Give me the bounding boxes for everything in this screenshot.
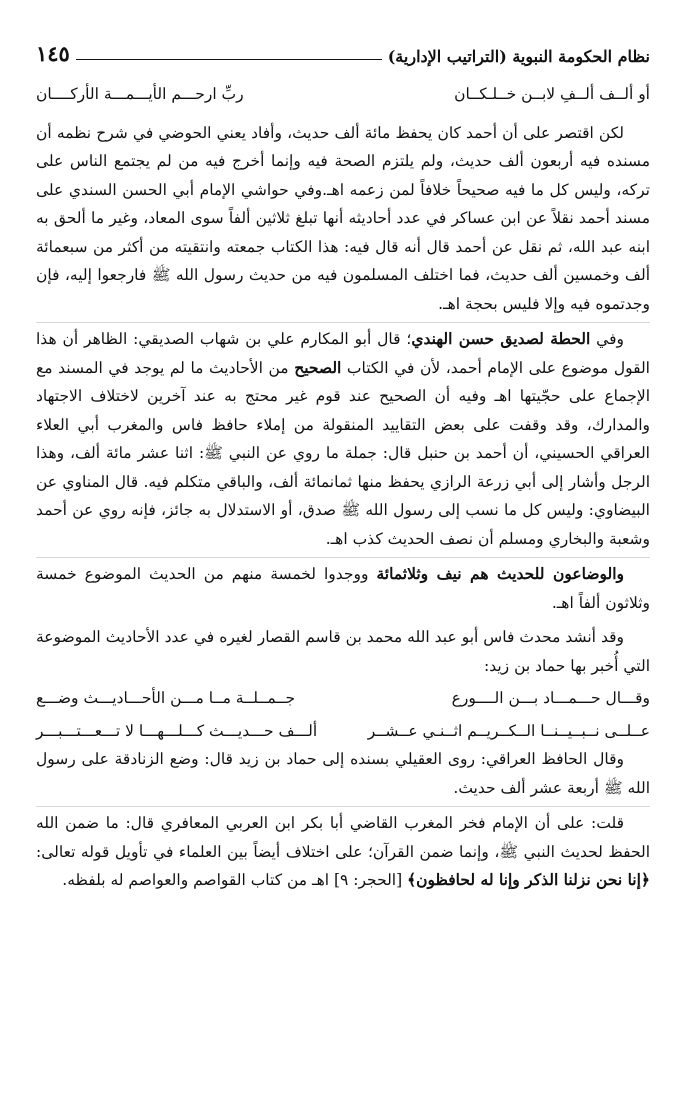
verse-line-2 bbox=[36, 684, 650, 713]
running-title: نظام الحكومة النبوية (التراتيب الإدارية) bbox=[387, 47, 650, 66]
verse-3-second-hemistich: ألـــف حـــديـــث كـــلـــهـــا لا تـــعـــتـــبـــر bbox=[36, 721, 318, 740]
quran-verse-quote: ﴿إنا نحن نزلنا الذكر وإنا له لحافظون﴾ bbox=[407, 870, 650, 889]
page-header bbox=[36, 38, 650, 66]
page-body bbox=[36, 80, 650, 895]
hitta-lead: وفي bbox=[590, 330, 624, 348]
header-rule bbox=[76, 59, 382, 60]
verse-2-second-hemistich: جــمــلــة مــا مـــن الأحـــاديـــث وضـــع bbox=[36, 689, 296, 707]
verse-1-second-hemistich: ربِّ ارحـــم الأيـــمـــة الأركــــان bbox=[36, 85, 244, 103]
ibn-arabi-text-2: [الحجر: ٩] اهـ من كتاب القواصم والعواصم له بلفظه. bbox=[62, 871, 408, 889]
verse-line-1 bbox=[36, 80, 650, 109]
paragraph-qassar-poem-intro: وقد أنشد محدث فاس أبو عبد الله محمد بن قاسم القصار لغيره في عدد الأحاديث الموضوعة التي أُخبر بها حماد بن زيد: bbox=[36, 628, 650, 675]
fabricators-text: ووجدوا لخمسة منهم من الحديث الموضوع خمسة وثلاثون ألفاً اهـ. bbox=[36, 565, 650, 612]
fabricators-heading: والوضاعون للحديث هم نيف وثلاثمائة bbox=[376, 564, 625, 583]
ibn-arabi-text-1: قلت: على أن الإمام فخر المغرب القاضي أبا بكر ابن العربي المعافري قال: ما ضمن الله الحفظ لحديث النبي ﷺ، وإنما ضمن القرآن؛ على اختلاف أيضاً بين العلماء في تأويل قوله تعالى: bbox=[36, 814, 650, 861]
verse-2-first-hemistich: وقـــال حـــمـــاد بـــن الــــورع bbox=[451, 689, 650, 707]
hitta-book-title: الحطة لصديق حسن الهندي bbox=[411, 329, 591, 348]
hitta-sahih-word: الصحيح bbox=[294, 357, 342, 377]
verse-line-3 bbox=[36, 717, 650, 746]
verse-3-first-hemistich: عــلــى نــبــيــنــا الــكــريــم اثــنـي عــشــر bbox=[367, 721, 650, 740]
verse-1-first-hemistich: أو ألــف ألــفِ لابــن خــلـكــان bbox=[454, 85, 650, 103]
paragraph-fabricators bbox=[36, 560, 650, 617]
paragraph-musnad-ahmad: لكن اقتصر على أن أحمد كان يحفظ مائة ألف حديث، وأفاد يعني الحوضي في شرح نظمه أن مسنده فيه أربعون ألف حديث، ولم يلتزم الصحة فيه وإنما أخرج فيه من لم يجتمع الناس على تركه، وليس كل ما فيه صحيحاً خلافاً لمن زعمه اهـ.وفي حواشي الإمام أبي الحسن السندي على مسند أحمد نقلاً عن ابن عساكر في عدد أحاديثه أنها تبلغ ثلاثين ألفاً سوى المعاد، وغير ما ألحق به ابنه عبد الله، ثم نقل عن أحمد قال أنه قال فيه: هذا الكتاب جمعته وانتقيته من أكثر من سبعمائة ألف وخمسين ألف حديث، فما اختلف المسلمون فيه من حديث رسول الله ﷺ فارجعوا إليه، فإن وجدتموه فيه وإلا فليس بحجة اهـ. bbox=[36, 123, 650, 313]
paragraph-separator bbox=[36, 557, 650, 558]
paragraph-separator bbox=[36, 322, 650, 323]
paragraph-ibn-arabi bbox=[36, 809, 650, 895]
paragraph-iraqi: وقال الحافظ العراقي: روى العقيلي بسنده إلى حماد بن زيد قال: وضع الزنادقة على رسول الله ﷺ أربعة عشر ألف حديث. bbox=[36, 750, 650, 797]
hitta-text-2: من الأحاديث ما لم يوجد في المسند مع الإجماع على حجّيتها اهـ وفيه أن الصحيح عند قوم غير محتج به عند آخرين لاختلاف الاجتهاد والمدارك، وقد وقفت على بعض التقاييد المنقولة من إملاء حافظ فاس والمغرب أبي العلاء العراقي الحسيني، أن أحمد بن حنبل قال: جملة ما روي عن النبي ﷺ: اثنا عشر مائة ألف، وهذا الرجل وأشار إلى أبي زرعة الرازي يحفظ منها ثمانمائة ألف، والباقي متكلم فيه. قال المناوي عن البيضاوي: وليس كل ما نسب إلى رسول الله ﷺ صدق، أو الاستدلال به جائز، فإنه روي عن أحمد وشعبة والبخاري ومسلم أن نصف الحديث كذب اهـ. bbox=[36, 358, 650, 548]
paragraph-separator bbox=[36, 806, 650, 807]
paragraph-hitta bbox=[36, 325, 650, 553]
hitta-text-1: ؛ قال أبو المكارم علي بن شهاب الصديقي: الظاهر أن هذا القول موضوع على الإمام أحمد، لأن في الكتاب bbox=[36, 330, 650, 377]
page-number: ١٤٥ bbox=[36, 41, 70, 66]
